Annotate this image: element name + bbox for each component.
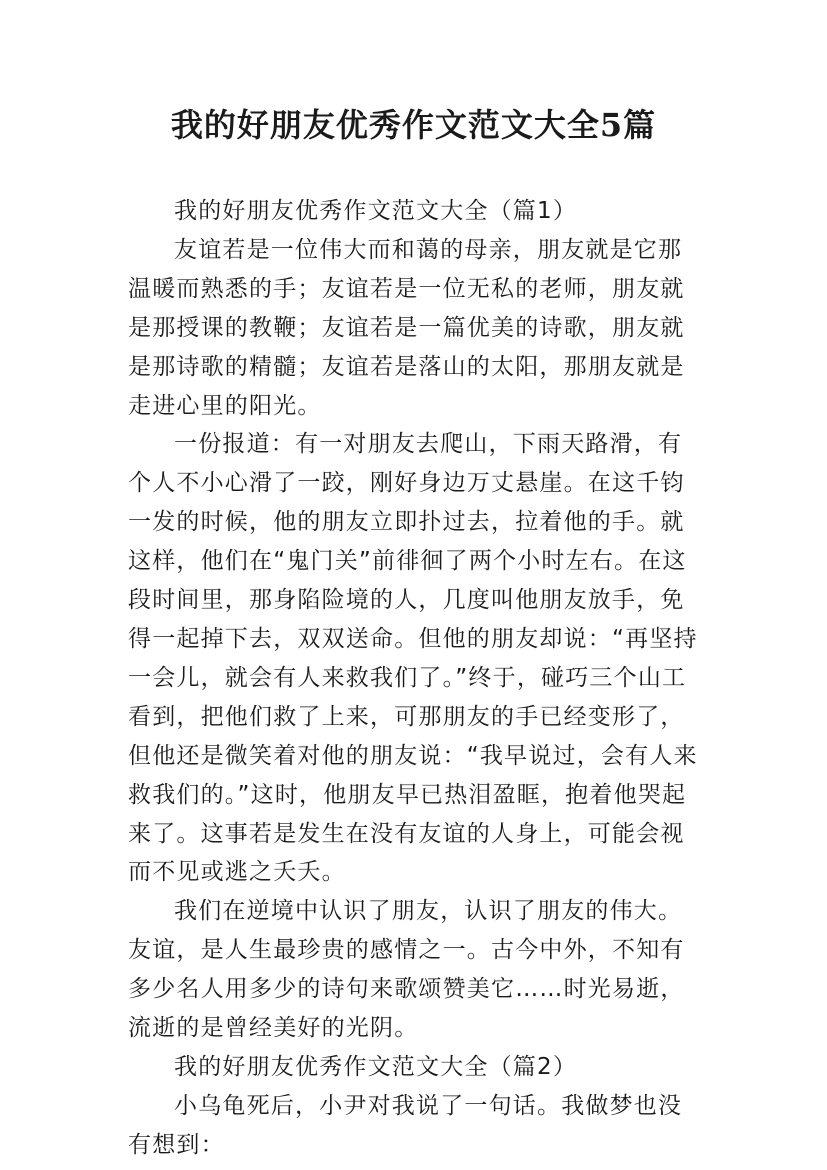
paragraph-3: 我们在逆境中认识了朋友，认识了朋友的伟大。友谊，是人生最珍贵的感情之一。古今中外，不知有多少名人用多少的诗句来歌颂赞美它……时光易逝，流逝的是曾经美好的光阴。 bbox=[128, 898, 685, 1042]
document-body bbox=[128, 192, 704, 1165]
paragraph-1: 友谊若是一位伟大而和蔼的母亲，朋友就是它那温暖而熟悉的手；友谊若是一位无私的老师，朋友就是那授课的教鞭；友谊若是一篇优美的诗歌，朋友就是那诗歌的精髓；友谊若是落山的太阳，那朋友就是走进心里的阳光。 bbox=[128, 236, 685, 419]
document-title: 我的好朋友优秀作文范文大全5篇 bbox=[170, 106, 657, 144]
section-heading-2: 我的好朋友优秀作文范文大全（篇2） bbox=[174, 1053, 578, 1080]
section-heading-1: 我的好朋友优秀作文范文大全（篇1） bbox=[174, 198, 578, 224]
paragraph-4: 小乌龟死后，小尹对我说了一句话。我做梦也没有想到： bbox=[128, 1092, 683, 1158]
paragraph-2: 一份报道：有一对朋友去爬山，下雨天路滑，有个人不小心滑了一跤，刚好身边万丈悬崖。在这千钧一发的时候，他的朋友立即扑过去，拉着他的手。就这样，他们在“鬼门关”前徘徊了两个小时左右。在这段时间里，那身陷险境的人，几度叫他朋友放手，免得一起掉下去，双双送命。但他的朋友却说：“再坚持一会儿，就会有人来救我们了。”终于，碰巧三个山工看到，把他们救了上来，可那朋友的手已经变形了，但他还是微笑着对他的朋友说：“我早说过，会有人来救我们的。”这时，他朋友早已热泪盈眶，抱着他哭起来了。这事若是发生在没有友谊的人身上，可能会视而不见或逃之夭夭。 bbox=[128, 431, 698, 886]
